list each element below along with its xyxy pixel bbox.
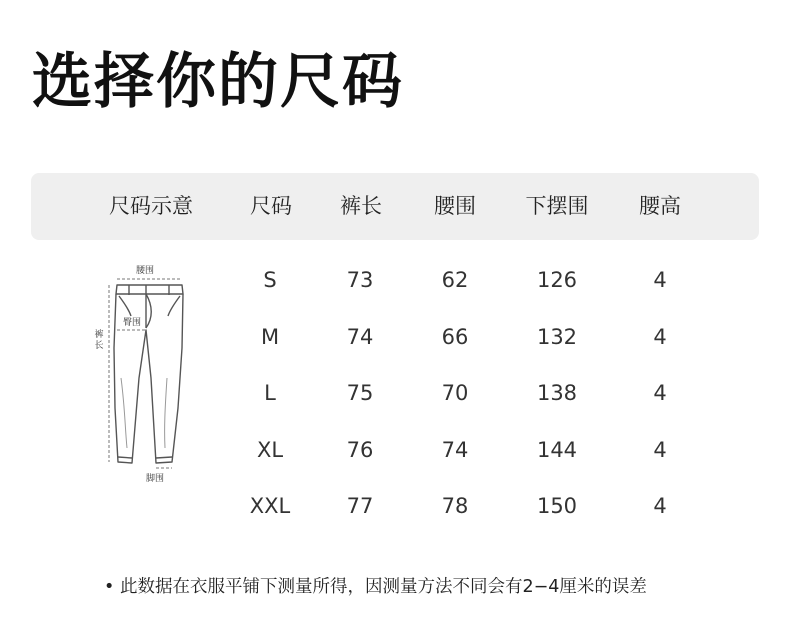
cell-pants-length: 73 xyxy=(346,268,374,292)
cell-waist: 66 xyxy=(441,325,469,349)
cell-waist-height: 4 xyxy=(653,494,667,518)
table-row xyxy=(0,478,790,534)
header-size-diagram: 尺码示意 xyxy=(109,194,193,218)
header-pants-length: 裤长 xyxy=(340,194,382,218)
hem-label: 脚围 xyxy=(145,474,165,484)
cell-hem: 126 xyxy=(536,268,578,292)
cell-hem: 150 xyxy=(536,494,578,518)
cell-size: M xyxy=(260,325,280,349)
cell-waist: 74 xyxy=(441,438,469,462)
cell-waist-height: 4 xyxy=(653,381,667,405)
page-title: 选择你的尺码 xyxy=(32,47,404,117)
header-size: 尺码 xyxy=(250,194,292,218)
header-waist-height: 腰高 xyxy=(639,194,681,218)
note-bullet: • xyxy=(104,577,115,597)
cell-hem: 144 xyxy=(536,438,578,462)
cell-pants-length: 76 xyxy=(346,438,374,462)
cell-waist: 70 xyxy=(441,381,469,405)
cell-waist: 62 xyxy=(441,268,469,292)
cell-waist: 78 xyxy=(441,494,469,518)
cell-hem: 132 xyxy=(536,325,578,349)
table-row xyxy=(0,252,790,308)
table-row xyxy=(0,422,790,478)
cell-waist-height: 4 xyxy=(653,268,667,292)
cell-size: XXL xyxy=(249,494,291,518)
cell-waist-height: 4 xyxy=(653,325,667,349)
cell-size: S xyxy=(263,268,277,292)
cell-hem: 138 xyxy=(536,381,578,405)
table-row xyxy=(0,365,790,421)
table-row xyxy=(0,309,790,365)
measurement-note xyxy=(104,572,647,602)
cell-size: XL xyxy=(256,438,284,462)
header-hem: 下摆围 xyxy=(525,194,589,218)
table-header xyxy=(31,173,759,240)
cell-pants-length: 74 xyxy=(346,325,374,349)
header-waist: 腰围 xyxy=(434,194,476,218)
cell-pants-length: 77 xyxy=(346,494,374,518)
cell-waist-height: 4 xyxy=(653,438,667,462)
hip-label: 臀围 xyxy=(122,318,142,328)
cell-pants-length: 75 xyxy=(346,381,374,405)
waist-label: 腰围 xyxy=(135,266,155,276)
cell-size: L xyxy=(264,381,276,405)
note-text: 此数据在衣服平铺下测量所得，因测量方法不同会有2−4厘米的误差 xyxy=(120,577,647,597)
length-label: 裤长 xyxy=(94,330,104,351)
